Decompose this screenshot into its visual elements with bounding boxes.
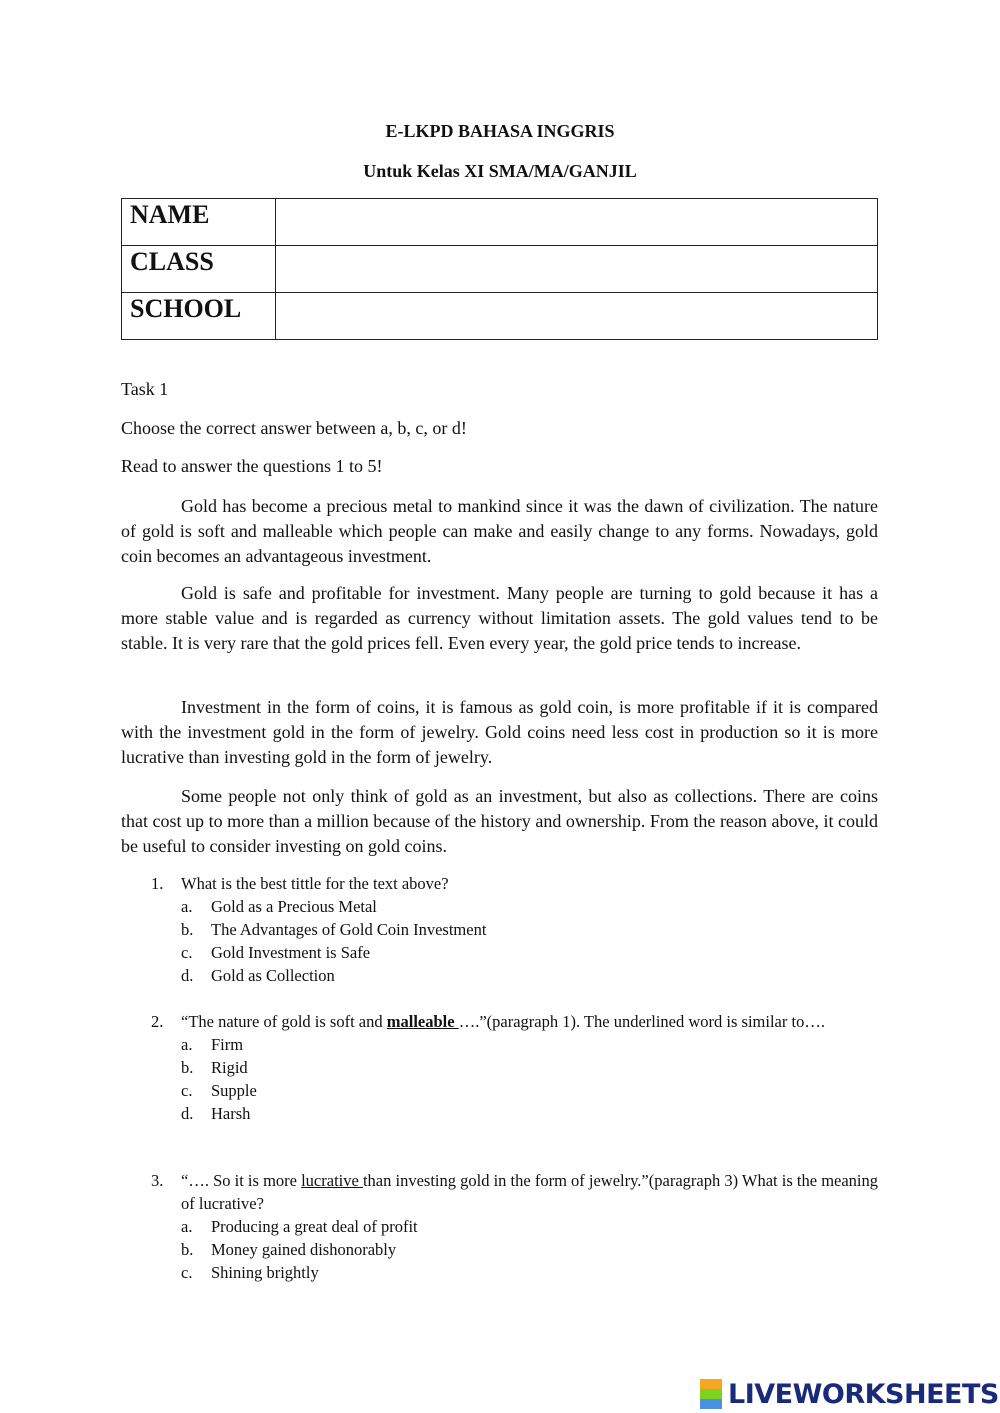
watermark-text: LIVEWORKSHEETS — [728, 1378, 999, 1410]
task-label: Task 1 — [121, 379, 169, 399]
option-c[interactable] — [181, 1079, 878, 1102]
option-text: Firm — [211, 1035, 244, 1054]
instruction-read: Read to answer the questions 1 to 5! — [121, 456, 383, 476]
option-letter: c. — [181, 1263, 193, 1282]
option-letter: b. — [181, 1058, 194, 1077]
option-text: Shining brightly — [211, 1263, 319, 1282]
underlined-word: malleable — [386, 1012, 459, 1031]
option-b[interactable] — [181, 918, 878, 941]
underlined-word: lucrative — [301, 1171, 363, 1190]
option-letter: b. — [181, 1240, 194, 1259]
option-letter: d. — [181, 966, 194, 985]
question-number: 2. — [151, 1012, 164, 1031]
stem-text: ….”(paragraph 1). The underlined word is similar to…. — [458, 1012, 825, 1031]
name-field[interactable] — [276, 199, 878, 246]
school-field[interactable] — [276, 293, 878, 340]
table-row — [122, 246, 878, 293]
option-a[interactable] — [181, 895, 878, 918]
student-identity-table — [121, 198, 878, 340]
stem-text: “…. So it is more — [181, 1171, 302, 1190]
option-b[interactable] — [181, 1056, 878, 1079]
option-letter: c. — [181, 1081, 193, 1100]
question-number: 1. — [151, 874, 164, 893]
passage-paragraph-1: Gold has become a precious metal to mankind since it was the dawn of civilization. The nature of gold is soft and malleable which people can make and easily change to any forms. Nowadays, gold coin becomes an advantageous investment. — [121, 496, 878, 566]
option-letter: c. — [181, 943, 193, 962]
option-text: Gold Investment is Safe — [211, 943, 371, 962]
passage-paragraph-3: Investment in the form of coins, it is famous as gold coin, is more profitable if it is compared with the investment gold in the form of jewelry. Gold coins need less cost in production so it is more lucrative than investing gold in the form of jewelry. — [121, 697, 878, 767]
option-text: Producing a great deal of profit — [211, 1217, 418, 1236]
option-text: Gold as a Precious Metal — [211, 897, 377, 916]
question-2 — [121, 1010, 878, 1125]
option-text: Supple — [211, 1081, 257, 1100]
class-field[interactable] — [276, 246, 878, 293]
question-number: 3. — [151, 1171, 164, 1190]
class-label: CLASS — [122, 246, 276, 293]
option-a[interactable] — [181, 1215, 878, 1238]
passage-paragraph-2: Gold is safe and profitable for investment. Many people are turning to gold because it has a more stable value and is regarded as currency without limitation assets. The gold values tend to be stable. It is very rare that the gold prices fell. Even every year, the gold price tends to increase. — [121, 583, 878, 653]
question-stem: What is the best tittle for the text above? — [181, 874, 449, 893]
option-text: Rigid — [211, 1058, 248, 1077]
passage-paragraph-4: Some people not only think of gold as an investment, but also as collections. There are coins that cost up to more than a million because of the history and ownership. From the reason above, it could be useful to consider investing on gold coins. — [121, 786, 878, 856]
question-3 — [121, 1169, 878, 1284]
option-text: Harsh — [211, 1104, 251, 1123]
option-text: Money gained dishonorably — [211, 1240, 397, 1259]
option-c[interactable] — [181, 1261, 878, 1284]
option-c[interactable] — [181, 941, 878, 964]
option-b[interactable] — [181, 1238, 878, 1261]
question-1 — [121, 872, 878, 987]
question-stem — [181, 1169, 878, 1215]
name-label: NAME — [122, 199, 276, 246]
option-a[interactable] — [181, 1033, 878, 1056]
option-letter: a. — [181, 1035, 193, 1054]
table-row — [122, 199, 878, 246]
stem-text: “The nature of gold is soft and — [181, 1012, 387, 1031]
worksheet-title: E-LKPD BAHASA INGGRIS — [385, 121, 615, 141]
liveworksheets-watermark[interactable] — [700, 1375, 999, 1413]
liveworksheets-logo-icon — [700, 1379, 722, 1409]
option-d[interactable] — [181, 964, 878, 987]
question-stem — [181, 1010, 878, 1033]
table-row — [122, 293, 878, 340]
school-label: SCHOOL — [122, 293, 276, 340]
worksheet-subtitle: Untuk Kelas XI SMA/MA/GANJIL — [363, 161, 637, 181]
option-letter: b. — [181, 920, 194, 939]
option-letter: d. — [181, 1104, 194, 1123]
option-text: The Advantages of Gold Coin Investment — [211, 920, 487, 939]
instruction-choose: Choose the correct answer between a, b, c, or d! — [121, 418, 467, 438]
option-letter: a. — [181, 1217, 193, 1236]
stem-text: than investing gold in the form of jewelry.”(paragraph 3) What is the meaning of lucrative? — [181, 1171, 879, 1213]
option-letter: a. — [181, 897, 193, 916]
option-text: Gold as Collection — [211, 966, 335, 985]
option-d[interactable] — [181, 1102, 878, 1125]
